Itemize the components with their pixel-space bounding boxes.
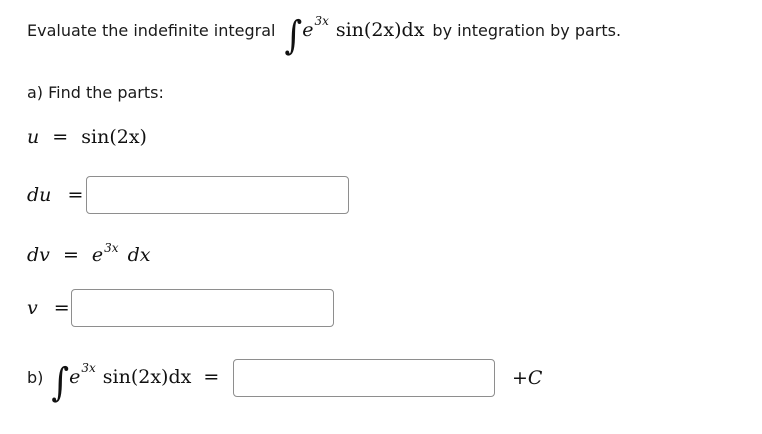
integrand-base: e <box>302 19 314 41</box>
integrand-rest: sin(2x)dx <box>335 19 425 41</box>
dv-equals: = <box>62 244 79 266</box>
prompt-prefix-text: Evaluate the indefinite integral <box>27 20 276 40</box>
part-a-heading: a) Find the parts: <box>27 83 164 102</box>
integral-symbol: ∫ <box>51 360 70 406</box>
du-label-group <box>27 182 83 208</box>
part-b-rest: sin(2x)dx <box>102 366 192 388</box>
part-b-exponent: 3x <box>81 361 96 375</box>
integral-symbol: ∫ <box>284 13 303 60</box>
du-answer-input[interactable] <box>86 176 349 214</box>
part-b-equals: = <box>203 366 220 388</box>
part-b-integral <box>51 360 220 406</box>
prompt-integral-expression <box>284 13 425 60</box>
part-b-expression <box>27 355 220 406</box>
prompt-suffix-text: by integration by parts. <box>432 20 622 40</box>
dv-definition <box>27 242 151 270</box>
u-value: sin(2x) <box>81 126 147 148</box>
v-equals: = <box>53 297 70 319</box>
du-label: du <box>27 184 52 206</box>
v-label-group <box>27 295 70 321</box>
dv-exponent: 3x <box>104 241 119 255</box>
du-equals: = <box>67 184 84 206</box>
v-answer-input[interactable] <box>71 289 334 327</box>
integral-answer-input[interactable] <box>233 359 495 397</box>
integrand-exponent: 3x <box>314 14 329 28</box>
constant-of-integration: +C <box>512 367 543 389</box>
dv-base: e <box>91 244 104 266</box>
u-equals: = <box>52 126 69 148</box>
u-label: u <box>27 126 40 148</box>
dv-differential: dx <box>127 244 151 266</box>
u-definition <box>27 124 147 150</box>
question-prompt <box>27 8 622 60</box>
v-label: v <box>27 297 38 319</box>
part-b-label: b) <box>27 367 44 387</box>
dv-label: dv <box>27 244 50 266</box>
part-b-base: e <box>69 366 81 388</box>
